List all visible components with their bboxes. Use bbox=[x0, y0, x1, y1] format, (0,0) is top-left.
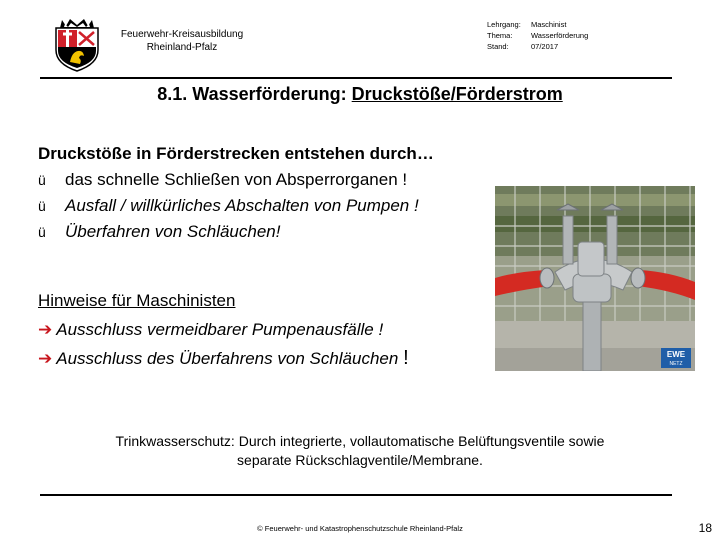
meta-value: 07/2017 bbox=[531, 42, 559, 51]
page-number: 18 bbox=[698, 521, 712, 535]
meta-row-date bbox=[487, 41, 588, 52]
list-item bbox=[38, 315, 409, 344]
list-item-text: Ausschluss des Überfahrens von Schläuchen bbox=[56, 349, 399, 368]
checkmark-icon: ü bbox=[38, 172, 46, 188]
meta-key: Lehrgang: bbox=[487, 20, 521, 29]
list-item-text: Ausfall / willkürliches Abschalten von Pumpen ! bbox=[65, 196, 419, 215]
hydrant-photo bbox=[495, 186, 695, 371]
list-item-text: Ausschluss vermeidbarer Pumpenausfälle ! bbox=[56, 320, 384, 339]
meta-row-topic bbox=[487, 30, 588, 41]
note-line-1: Trinkwasserschutz: Durch integrierte, vollautomatische Belüftungsventile sowie bbox=[115, 433, 605, 449]
meta-value: Maschinist bbox=[531, 20, 567, 29]
meta-row-course bbox=[487, 19, 588, 30]
arrow-right-icon: ➔ bbox=[38, 349, 53, 368]
course-metadata bbox=[487, 19, 588, 52]
arrow-right-icon: ➔ bbox=[38, 320, 53, 339]
list-item-text: das schnelle Schließen von Absperrorganen ! bbox=[65, 170, 408, 189]
checkmark-icon: ü bbox=[38, 198, 46, 214]
list-item bbox=[38, 193, 434, 219]
footer bbox=[0, 524, 720, 533]
meta-value: Wasserförderung bbox=[531, 31, 589, 40]
title-prefix: 8.1. Wasserförderung: bbox=[157, 84, 352, 104]
section2-heading: Hinweise für Maschinisten bbox=[38, 291, 236, 310]
list-item-suffix: ! bbox=[403, 347, 409, 369]
meta-key: Thema: bbox=[487, 31, 513, 40]
meta-key: Stand: bbox=[487, 42, 509, 51]
list-item bbox=[38, 219, 434, 245]
header-divider bbox=[40, 77, 672, 79]
list-item bbox=[38, 344, 409, 373]
title-underlined: Druckstöße/Förderstrom bbox=[351, 84, 563, 104]
slide-title bbox=[0, 84, 720, 105]
photo-badge-line2: NETZ bbox=[669, 361, 683, 367]
drinking-water-note bbox=[30, 432, 690, 470]
org-line-1: Feuerwehr-Kreisausbildung bbox=[120, 29, 244, 40]
footer-divider bbox=[40, 494, 672, 496]
checkmark-icon: ü bbox=[38, 224, 46, 240]
organization-name bbox=[108, 28, 256, 54]
list-item-text: Überfahren von Schläuchen! bbox=[65, 222, 281, 241]
org-line-2: Rheinland-Pfalz bbox=[146, 42, 218, 53]
note-line-2: separate Rückschlagventile/Membrane. bbox=[237, 452, 483, 468]
section1-heading: Druckstöße in Förderstrecken entstehen durch… bbox=[38, 144, 434, 163]
coat-of-arms-logo bbox=[52, 16, 102, 72]
machinist-notes bbox=[38, 286, 409, 373]
footer-text: Feuerwehr- und Katastrophenschutzschule Rheinland-Pfalz bbox=[264, 524, 463, 533]
copyright-icon: © bbox=[257, 524, 263, 533]
photo-badge-line1: EWE bbox=[666, 350, 686, 359]
pressure-surge-causes bbox=[38, 141, 434, 245]
list-item bbox=[38, 167, 434, 193]
